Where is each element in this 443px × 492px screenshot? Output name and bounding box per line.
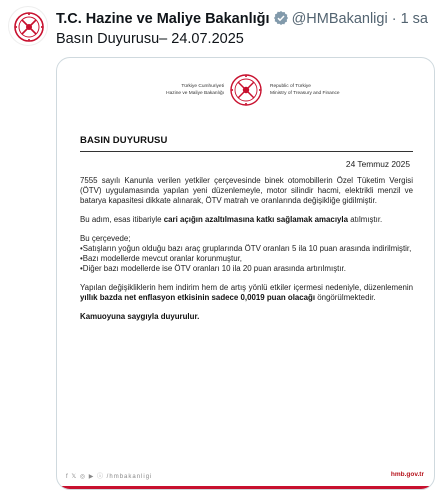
- bullet-list: [80, 234, 413, 274]
- paragraph-4-end: öngörülmektedir.: [315, 293, 376, 302]
- bullet-item: •Diğer bazı modellerde ise ÖTV oranları 10 ila 20 puan arasında artırılmıştır.: [80, 264, 346, 273]
- letterhead-right-line1: Republic of Türkiye: [270, 84, 311, 89]
- paragraph-4-text: Yapılan değişikliklerin hem indirim hem de artış yönlü etkiler içermesi nedeniyle, düzenlemenin: [80, 283, 413, 292]
- letterhead-right-line2: Ministry of Treasury and Finance: [270, 90, 340, 96]
- footer-website: hmb.gov.tr: [390, 471, 424, 478]
- document-letterhead: [57, 72, 434, 112]
- paragraph-2-bold: cari açığın azaltılmasına katkı sağlamak amacıyla: [163, 215, 348, 224]
- bullet-item: •Bazı modellerde mevcut oranlar korunmuştur,: [80, 254, 242, 263]
- tweet-text: Basın Duyurusu– 24.07.2025: [56, 31, 244, 47]
- avatar[interactable]: [8, 6, 48, 46]
- bullet-intro: Bu çerçevede;: [80, 234, 131, 243]
- closing-line: [80, 312, 413, 322]
- letterhead-left-line1: Türkiye Cumhuriyeti: [181, 84, 224, 89]
- tweet-timestamp[interactable]: 1 sa: [400, 11, 429, 27]
- social-icons: f 𝕏 ◎ ▶ ⓘ /hmbakanligi: [66, 474, 153, 480]
- verified-badge-icon: [273, 10, 289, 30]
- attached-image[interactable]: [56, 57, 435, 490]
- letterhead-left-text: [166, 84, 224, 97]
- bullet-item: •Satışların yoğun olduğu bazı araç gruplarında ÖTV oranları 5 ila 10 puan arasında indirilmiştir,: [80, 244, 412, 253]
- document-date: 24 Temmuz 2025: [345, 159, 410, 169]
- document-body: [80, 176, 413, 331]
- author-name[interactable]: T.C. Hazine ve Maliye Bakanlığı: [56, 11, 270, 27]
- paragraph-2-text: Bu adım, esas itibariyle: [80, 215, 164, 224]
- document-footer: [57, 465, 434, 489]
- footer-color-bar: [57, 486, 434, 489]
- paragraph-1: 7555 sayılı Kanunla verilen yetkiler çerçevesinde binek otomobillerin Özel Tüketim Vergisi (ÖTV) uygulamasında yapılan yeni düzenlemeyle, motor silindir hacmi, elektrikli menzil ve batarya kapasitesi dikkate alınarak, ÖTV matrah ve oranlarında değişikliğe gidilmiştir.: [80, 176, 413, 205]
- title-divider: [80, 151, 413, 152]
- separator-dot: ·: [391, 11, 397, 27]
- paragraph-2: [80, 215, 413, 225]
- paragraph-4-bold: yıllık bazda net enflasyon etkisinin sadece 0,0019 puan olacağı: [80, 293, 316, 302]
- document-title: BASIN DUYURUSU: [80, 135, 168, 146]
- closing-text: Kamuoyuna saygıyla duyurulur.: [80, 312, 200, 321]
- ministry-emblem-icon: [228, 72, 264, 110]
- paragraph-4: [80, 283, 413, 303]
- paragraph-2-end: atılmıştır.: [348, 215, 383, 224]
- tweet-header: [56, 10, 435, 30]
- ministry-emblem-icon: [9, 7, 48, 46]
- author-handle[interactable]: @HMBakanligi: [291, 11, 388, 27]
- letterhead-left-line2: Hazine ve Maliye Bakanlığı: [166, 90, 224, 96]
- letterhead-right-text: [270, 84, 340, 97]
